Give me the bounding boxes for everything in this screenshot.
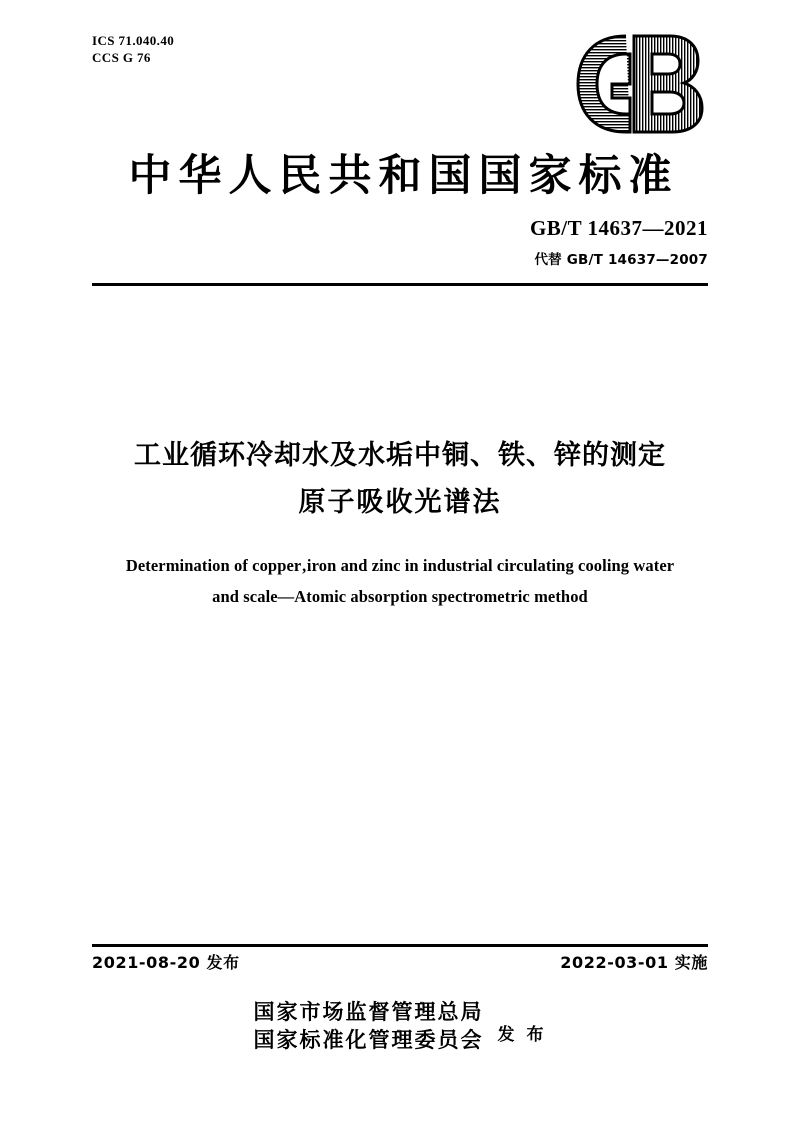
- implementation-date: 2022-03-01 实施: [560, 953, 708, 972]
- standard-replaces: 代替 GB/T 14637—2007: [534, 252, 708, 268]
- document-title-en-line2: and scale—Atomic absorption spectrometric method: [212, 587, 588, 606]
- gb-emblem-icon: [564, 28, 714, 140]
- issuer-verb: 发 布: [497, 1024, 547, 1045]
- issuer-line2: 国家标准化管理委员会: [253, 1028, 484, 1052]
- issuer-names: [254, 998, 484, 1054]
- document-title-line2: 原子吸收光谱法: [298, 487, 502, 518]
- dates-row: [92, 950, 708, 973]
- issue-date: 2021-08-20 发布: [92, 953, 240, 972]
- ics-code: ICS 71.040.40: [92, 33, 175, 48]
- document-title-en-line1: Determination of copper‚iron and zinc in industrial circulating cooling water: [125, 556, 675, 575]
- document-title-line1: 工业循环冷却水及水垢中铜、铁、锌的测定: [134, 440, 666, 471]
- national-standard-title: 中华人民共和国国家标准: [128, 151, 679, 201]
- document-title-english: [100, 550, 700, 612]
- issuer-block: [0, 998, 800, 1054]
- document-title: [80, 432, 720, 526]
- standard-number-block: [530, 216, 708, 268]
- classification-codes: [92, 32, 174, 66]
- issuer-line1: 国家市场监督管理总局: [253, 1000, 484, 1024]
- divider-bottom: [92, 944, 708, 947]
- divider-top: [92, 283, 708, 286]
- standard-number: GB/T 14637—2021: [529, 216, 708, 240]
- ccs-code: CCS G 76: [92, 50, 151, 65]
